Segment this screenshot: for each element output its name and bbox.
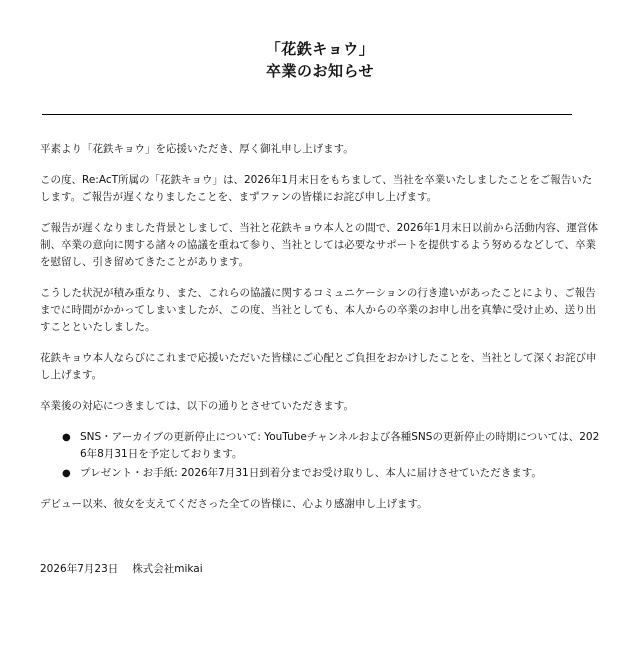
- list-item-text: SNS・アーカイブの更新停止について: YouTubeチャンネルおよび各種SNSの更新停止の時期については、2026年8月31日を予定しております。: [80, 431, 600, 460]
- paragraph-apology: 花鉄キョウ本人ならびにこれまで応援いただいた皆様にご心配とご負担をおかけしたことを、当社として深くお詫び申し上げます。: [40, 352, 597, 381]
- page-title: [40, 38, 600, 82]
- paragraph-circumstances: こうした状況が積み重なり、また、これらの協議に関するコミュニケーションの行き違いがあったことにより、ご報告までに時間がかかってしまいましたが、この度、当社としても、本人からの卒業のお申し出を真摯に受け止め、送り出すことといたしました。: [40, 287, 597, 333]
- paragraph-background: ご報告が遅くなりました背景としまして、当社と花鉄キョウ本人との間で、2026年1月末日以前から活動内容、運営体制、卒業の意向に関する諸々の協議を重ねて参り、当社としては必要なサポートを提供するよう努めるなどして、卒業を慰留し、引き留めてきたことがあります。: [40, 222, 598, 268]
- after-graduation-list: [40, 429, 600, 482]
- bullet-dot-icon: ●: [62, 468, 71, 479]
- paragraph-greeting: 平素より「花鉄キョウ」を応援いただき、厚く御礼申し上げます。: [40, 143, 354, 155]
- title-divider: [42, 114, 572, 115]
- bullet-dot-icon: ●: [62, 432, 71, 443]
- signature: [40, 561, 600, 578]
- list-item-text: プレゼント・お手紙: 2026年7月31日到着分までお受け取りし、本人に届けさせていただきます。: [80, 467, 542, 479]
- signature-company: 株式会社mikai: [132, 563, 203, 575]
- list-item: [58, 429, 600, 463]
- paragraph-after-graduation: 卒業後の対応につきましては、以下の通りとさせていただきます。: [40, 400, 354, 412]
- title-line-name: 「花鉄キョウ」: [265, 40, 375, 58]
- paragraph-closing: デビュー以来、彼女を支えてくださった全ての皆様に、心より感謝申し上げます。: [40, 498, 428, 510]
- paragraph-announcement: この度、Re:AcT所属の「花鉄キョウ」は、2026年1月末日をもちまして、当社を卒業いたしましたことをご報告いたします。ご報告が遅くなりましたことを、まずファンの皆様にお詫び申し上げます。: [40, 174, 593, 203]
- list-item: [58, 465, 600, 482]
- signature-date: 2026年7月23日: [40, 563, 119, 575]
- title-line-subject: 卒業のお知らせ: [265, 62, 375, 80]
